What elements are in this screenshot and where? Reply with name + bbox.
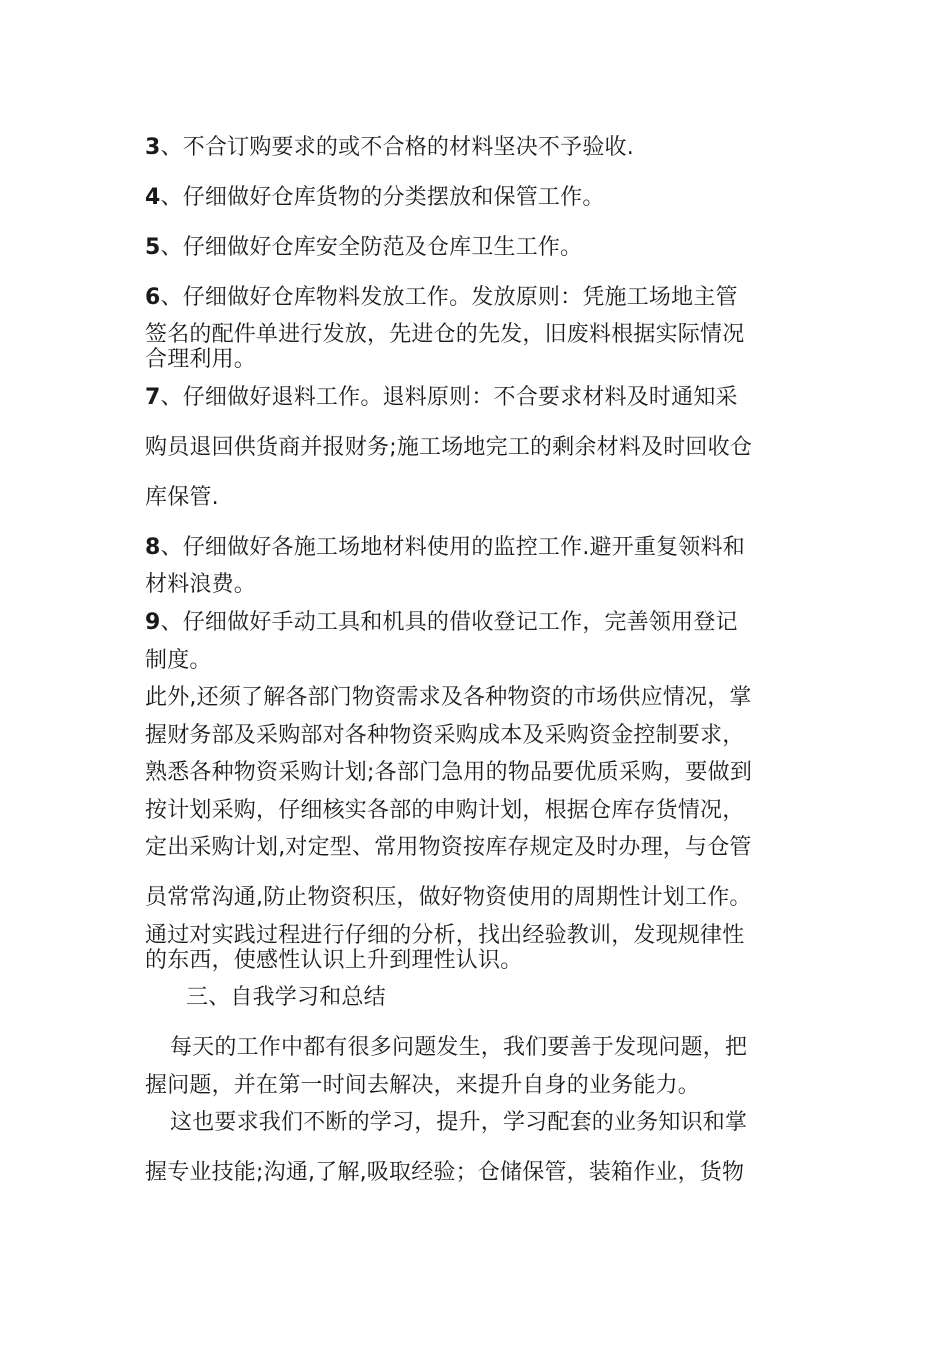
list-item-3 <box>145 134 634 162</box>
text-line: 员常常沟通,防止物资积压，做好物资使用的周期性计划工作。 <box>145 885 752 910</box>
item-number: 5 <box>145 235 161 260</box>
item-text: 、仔细做好退料工作。退料原则：不合要求材料及时通知采 <box>160 385 738 410</box>
text-line: 这也要求我们不断的学习，提升，学习配套的业务知识和掌 <box>170 1110 748 1135</box>
text-line: 材料浪费。 <box>145 572 257 597</box>
text-line: 握专业技能;沟通,了解,吸取经验；仓储保管，装箱作业，货物 <box>145 1160 745 1185</box>
list-item-7 <box>145 384 738 412</box>
item-number: 3 <box>145 135 161 160</box>
item-text: 、不合订购要求的或不合格的材料坚决不予验收. <box>160 135 634 160</box>
text-line: 每天的工作中都有很多问题发生，我们要善于发现问题，把 <box>170 1035 748 1060</box>
text-line: 握财务部及采购部对各种物资采购成本及采购资金控制要求， <box>145 723 745 748</box>
item-number: 4 <box>145 185 161 210</box>
text-line: 此外,还须了解各部门物资需求及各种物资的市场供应情况，掌 <box>145 685 752 710</box>
text-line: 定出采购计划,对定型、常用物资按库存规定及时办理，与仓管 <box>145 835 752 860</box>
text-line: 握问题，并在第一时间去解决，来提升自身的业务能力。 <box>145 1073 701 1098</box>
item-number: 8 <box>145 535 161 560</box>
text-line: 的东西，使感性认识上升到理性认识。 <box>145 948 523 973</box>
item-number: 6 <box>145 285 161 310</box>
item-number: 9 <box>145 610 161 635</box>
item-text: 、仔细做好仓库物料发放工作。发放原则：凭施工场地主管 <box>160 285 738 310</box>
text-line: 通过对实践过程进行仔细的分析，找出经验教训，发现规律性 <box>145 923 745 948</box>
item-text: 、仔细做好仓库货物的分类摆放和保管工作。 <box>160 185 605 210</box>
text-line: 库保管. <box>145 485 219 510</box>
text-line: 签名的配件单进行发放，先进仓的先发，旧废料根据实际情况 <box>145 322 745 347</box>
item-number: 7 <box>145 385 161 410</box>
text-line: 熟悉各种物资采购计划;各部门急用的物品要优质采购，要做到 <box>145 760 753 785</box>
text-line: 购员退回供货商并报财务;施工场地完工的剩余材料及时回收仓 <box>145 435 753 460</box>
text-line: 按计划采购，仔细核实各部的申购计划，根据仓库存货情况， <box>145 798 745 823</box>
text-line: 合理利用。 <box>145 347 257 372</box>
list-item-8 <box>145 534 745 562</box>
list-item-5 <box>145 234 582 262</box>
item-text: 、仔细做好各施工场地材料使用的监控工作.避开重复领料和 <box>160 535 745 560</box>
list-item-9 <box>145 609 738 637</box>
section-heading: 三、自我学习和总结 <box>186 985 386 1010</box>
list-item-6 <box>145 284 738 312</box>
item-text: 、仔细做好手动工具和机具的借收登记工作，完善领用登记 <box>160 610 738 635</box>
text-line: 制度。 <box>145 648 212 673</box>
list-item-4 <box>145 184 605 212</box>
item-text: 、仔细做好仓库安全防范及仓库卫生工作。 <box>160 235 583 260</box>
